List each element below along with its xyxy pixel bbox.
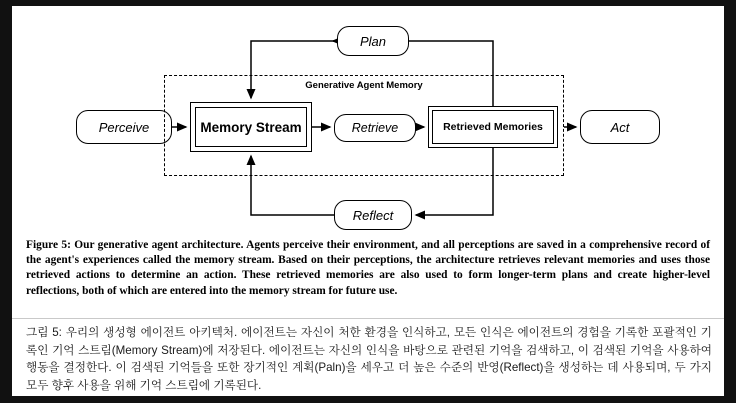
architecture-diagram xyxy=(12,6,724,236)
figure-caption-english: Figure 5: Our generative agent architecture. Agents perceive their environment, and all perceptions are saved in a comprehensive record of the agent's experiences called the memory stream. Based on their perceptions, the architecture retrieves relevant memories and uses those retrieved actions to determine an action. These retrieved memories are also used to form longer-term plans and create higher-level reflections, both of which are entered into the memory stream for future use. xyxy=(26,239,710,297)
caption-divider xyxy=(12,318,724,319)
figure-caption-korean: 그림 5: 우리의 생성형 에이전트 아키텍처. 에이전트는 자신이 처한 환경을 인식하고, 모든 인식은 에이전트의 경험을 기록한 포괄적인 기록인 기억 스트림(Memory Stream)에 저장된다. 에이전트는 자신의 인식을 바탕으로 관련된 기억을 검색하고, 이 검색된 기억을 사용하여 행동을 결정한다. 이 검색된 기억들을 또한 장기적인 계획(Paln)을 세우고 더 높은 수준의 반영(Reflect)을 생성하는 데 사용되며, 두 가지 모두 향후 사용을 위해 기억 스트림에 기록된다. xyxy=(26,326,712,392)
node-memory-stream-inner xyxy=(195,107,307,147)
node-retrieve-label: Retrieve xyxy=(351,121,399,135)
node-memory-stream[interactable] xyxy=(190,102,312,152)
node-retrieve[interactable] xyxy=(334,114,416,142)
node-perceive-label: Perceive xyxy=(98,119,150,135)
node-plan-label: Plan xyxy=(359,33,387,49)
node-retrieved-memories[interactable] xyxy=(428,106,558,148)
node-retrieved-memories-label: Retrieved Memories xyxy=(443,121,543,133)
node-reflect-label: Reflect xyxy=(352,207,394,223)
node-act-label: Act xyxy=(610,119,630,135)
node-memory-stream-label: Memory Stream xyxy=(200,119,302,135)
node-perceive[interactable] xyxy=(76,110,172,144)
node-act[interactable] xyxy=(580,110,660,144)
node-plan[interactable] xyxy=(337,26,409,56)
figure-card xyxy=(12,6,724,396)
node-reflect[interactable] xyxy=(334,200,412,230)
generative-agent-memory-title: Generative Agent Memory xyxy=(305,80,423,91)
node-retrieved-memories-inner xyxy=(432,110,554,144)
